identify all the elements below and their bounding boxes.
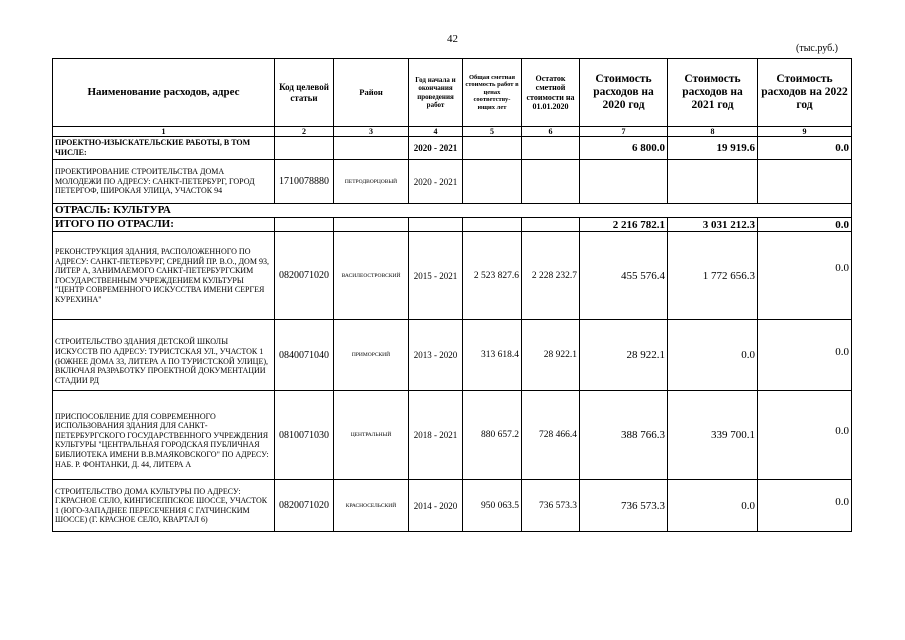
row-code: 0840071040 (275, 320, 334, 391)
column-number-row (53, 127, 852, 137)
row-balance: 736 573.3 (522, 480, 580, 532)
row-cost-2022: 0.0 (758, 391, 852, 480)
row-cost-2022: 0.0 (758, 137, 852, 160)
row-total-cost: 313 618.4 (463, 320, 522, 391)
row-district: ПЕТРОДВОРЦОВЫЙ (334, 160, 409, 204)
row-name: ПРОЕКТНО-ИЗЫСКАТЕЛЬСКИЕ РАБОТЫ, В ТОМ ЧИСЛЕ: (53, 137, 275, 160)
row-cost-2022: 0.0 (758, 232, 852, 320)
row-name: СТРОИТЕЛЬСТВО ЗДАНИЯ ДЕТСКОЙ ШКОЛЫ ИСКУССТВ ПО АДРЕСУ: ТУРИСТСКАЯ УЛ., УЧАСТОК 1 (ЮЖНЕЕ ДОМА 33, ЛИТЕРА А ПО ТУРИСТСКОЙ УЛИЦЕ), ВКЛЮЧАЯ РАЗРАБОТКУ ПРОЕКТНОЙ ДОКУМЕНТАЦИИ СТАДИИ РД (53, 320, 275, 391)
header-row (53, 59, 852, 127)
row-cost-2021: 1 772 656.3 (668, 232, 758, 320)
row-cost-2020: 736 573.3 (580, 480, 668, 532)
row-cost-2022: 0.0 (758, 480, 852, 532)
header-years: Год начала и окончания проведения работ (409, 59, 463, 127)
row-total-cost (463, 160, 522, 204)
units-label: (тыс.руб.) (796, 43, 839, 54)
table-row (53, 391, 852, 480)
header-cost-2021: Стоимость расходов на 2021 год (668, 59, 758, 127)
header-cost-2022: Стоимость расходов на 2022 год (758, 59, 852, 127)
header-name: Наименование расходов, адрес (53, 59, 275, 127)
col-num: 1 (53, 127, 275, 137)
header-code: Код целевой статьи (275, 59, 334, 127)
table-row (53, 480, 852, 532)
row-cost-2021: 19 919.6 (668, 137, 758, 160)
header-cost-2020: Стоимость расходов на 2020 год (580, 59, 668, 127)
col-num: 5 (463, 127, 522, 137)
sector-title: ОТРАСЛЬ: КУЛЬТУРА (53, 204, 852, 218)
row-cost-2020 (580, 160, 668, 204)
empty-cell (409, 218, 463, 232)
row-total-cost: 950 063.5 (463, 480, 522, 532)
row-years: 2020 - 2021 (409, 137, 463, 160)
total-cost-2022: 0.0 (758, 218, 852, 232)
row-district (334, 137, 409, 160)
row-balance (522, 137, 580, 160)
row-cost-2020: 6 800.0 (580, 137, 668, 160)
row-name: РЕКОНСТРУКЦИЯ ЗДАНИЯ, РАСПОЛОЖЕННОГО ПО АДРЕСУ: САНКТ-ПЕТЕРБУРГ, СРЕДНИЙ ПР. В.О., ДОМ 93, ЛИТЕР А, ЗАНИМАЕМОГО САНКТ-ПЕТЕРБУРГСКИМ ГОСУДАРСТВЕННЫМ УЧРЕЖДЕНИЕМ КУЛЬТУРЫ "ЦЕНТР СОВРЕМЕННОГО ИСКУССТВА ИМЕНИ СЕРГЕЯ КУРЕХИНА" (53, 232, 275, 320)
sector-row (53, 204, 852, 218)
row-code: 1710078880 (275, 160, 334, 204)
empty-cell (334, 218, 409, 232)
row-years: 2014 - 2020 (409, 480, 463, 532)
row-balance: 2 228 232.7 (522, 232, 580, 320)
row-district: ВАСИЛЕОСТРОВСКИЙ (334, 232, 409, 320)
row-name: ПРИСПОСОБЛЕНИЕ ДЛЯ СОВРЕМЕННОГО ИСПОЛЬЗОВАНИЯ ЗДАНИЯ ДЛЯ САНКТ-ПЕТЕРБУРГСКОГО ГОСУДАРСТВЕННОГО УЧРЕЖДЕНИЯ КУЛЬТУРЫ "ЦЕНТРАЛЬНАЯ ГОРОДСКАЯ ПУБЛИЧНАЯ БИБЛИОТЕКА ИМЕНИ В.В.МАЯКОВСКОГО" ПО АДРЕСУ: НАБ. Р. ФОНТАНКИ, Д. 44, ЛИТЕРА А (53, 391, 275, 480)
row-district: ЦЕНТРАЛЬНЫЙ (334, 391, 409, 480)
table-row (53, 320, 852, 391)
row-cost-2020: 28 922.1 (580, 320, 668, 391)
empty-cell (522, 218, 580, 232)
row-years: 2015 - 2021 (409, 232, 463, 320)
col-num: 8 (668, 127, 758, 137)
empty-cell (463, 218, 522, 232)
row-years: 2018 - 2021 (409, 391, 463, 480)
col-num: 3 (334, 127, 409, 137)
row-name: СТРОИТЕЛЬСТВО ДОМА КУЛЬТУРЫ ПО АДРЕСУ: Г.КРАСНОЕ СЕЛО, КИНГИСЕППСКОЕ ШОССЕ, УЧАСТОК 1 (ЮГО-ЗАПАДНЕЕ ПЕРЕСЕЧЕНИЯ С ГАТЧИНСКИМ ШОССЕ) (Г. КРАСНОЕ СЕЛО, КВАРТАЛ 6) (53, 480, 275, 532)
row-code: 0820071020 (275, 232, 334, 320)
empty-cell (275, 218, 334, 232)
total-cost-2020: 2 216 782.1 (580, 218, 668, 232)
total-row (53, 218, 852, 232)
row-cost-2021: 0.0 (668, 480, 758, 532)
row-cost-2020: 388 766.3 (580, 391, 668, 480)
row-balance (522, 160, 580, 204)
row-cost-2022 (758, 160, 852, 204)
row-cost-2020: 455 576.4 (580, 232, 668, 320)
col-num: 2 (275, 127, 334, 137)
header-balance: Остаток сметной стоимости на 01.01.2020 (522, 59, 580, 127)
row-cost-2022: 0.0 (758, 320, 852, 391)
row-cost-2021: 0.0 (668, 320, 758, 391)
table-row (53, 160, 852, 204)
row-district: КРАСНОСЕЛЬСКИЙ (334, 480, 409, 532)
row-balance: 28 922.1 (522, 320, 580, 391)
table-row (53, 232, 852, 320)
row-name: ПРОЕКТИРОВАНИЕ СТРОИТЕЛЬСТВА ДОМА МОЛОДЕЖИ ПО АДРЕСУ: САНКТ-ПЕТЕРБУРГ, ГОРОД ПЕТЕРГОФ, ШИРОКАЯ УЛИЦА, УЧАСТОК 94 (53, 160, 275, 204)
row-cost-2021: 339 700.1 (668, 391, 758, 480)
table-row (53, 137, 852, 160)
budget-table (52, 58, 852, 532)
row-cost-2021 (668, 160, 758, 204)
total-cost-2021: 3 031 212.3 (668, 218, 758, 232)
col-num: 4 (409, 127, 463, 137)
row-balance: 728 466.4 (522, 391, 580, 480)
page-number: 42 (447, 33, 458, 45)
header-total-cost: Общая сметная стоимость работ в ценах соответству-ющих лет (463, 59, 522, 127)
row-total-cost (463, 137, 522, 160)
row-total-cost: 2 523 827.6 (463, 232, 522, 320)
row-district: ПРИМОРСКИЙ (334, 320, 409, 391)
row-years: 2013 - 2020 (409, 320, 463, 391)
row-code (275, 137, 334, 160)
row-code: 0820071020 (275, 480, 334, 532)
header-district: Район (334, 59, 409, 127)
row-total-cost: 880 657.2 (463, 391, 522, 480)
col-num: 9 (758, 127, 852, 137)
col-num: 7 (580, 127, 668, 137)
total-label: ИТОГО ПО ОТРАСЛИ: (53, 218, 275, 232)
row-years: 2020 - 2021 (409, 160, 463, 204)
row-code: 0810071030 (275, 391, 334, 480)
col-num: 6 (522, 127, 580, 137)
